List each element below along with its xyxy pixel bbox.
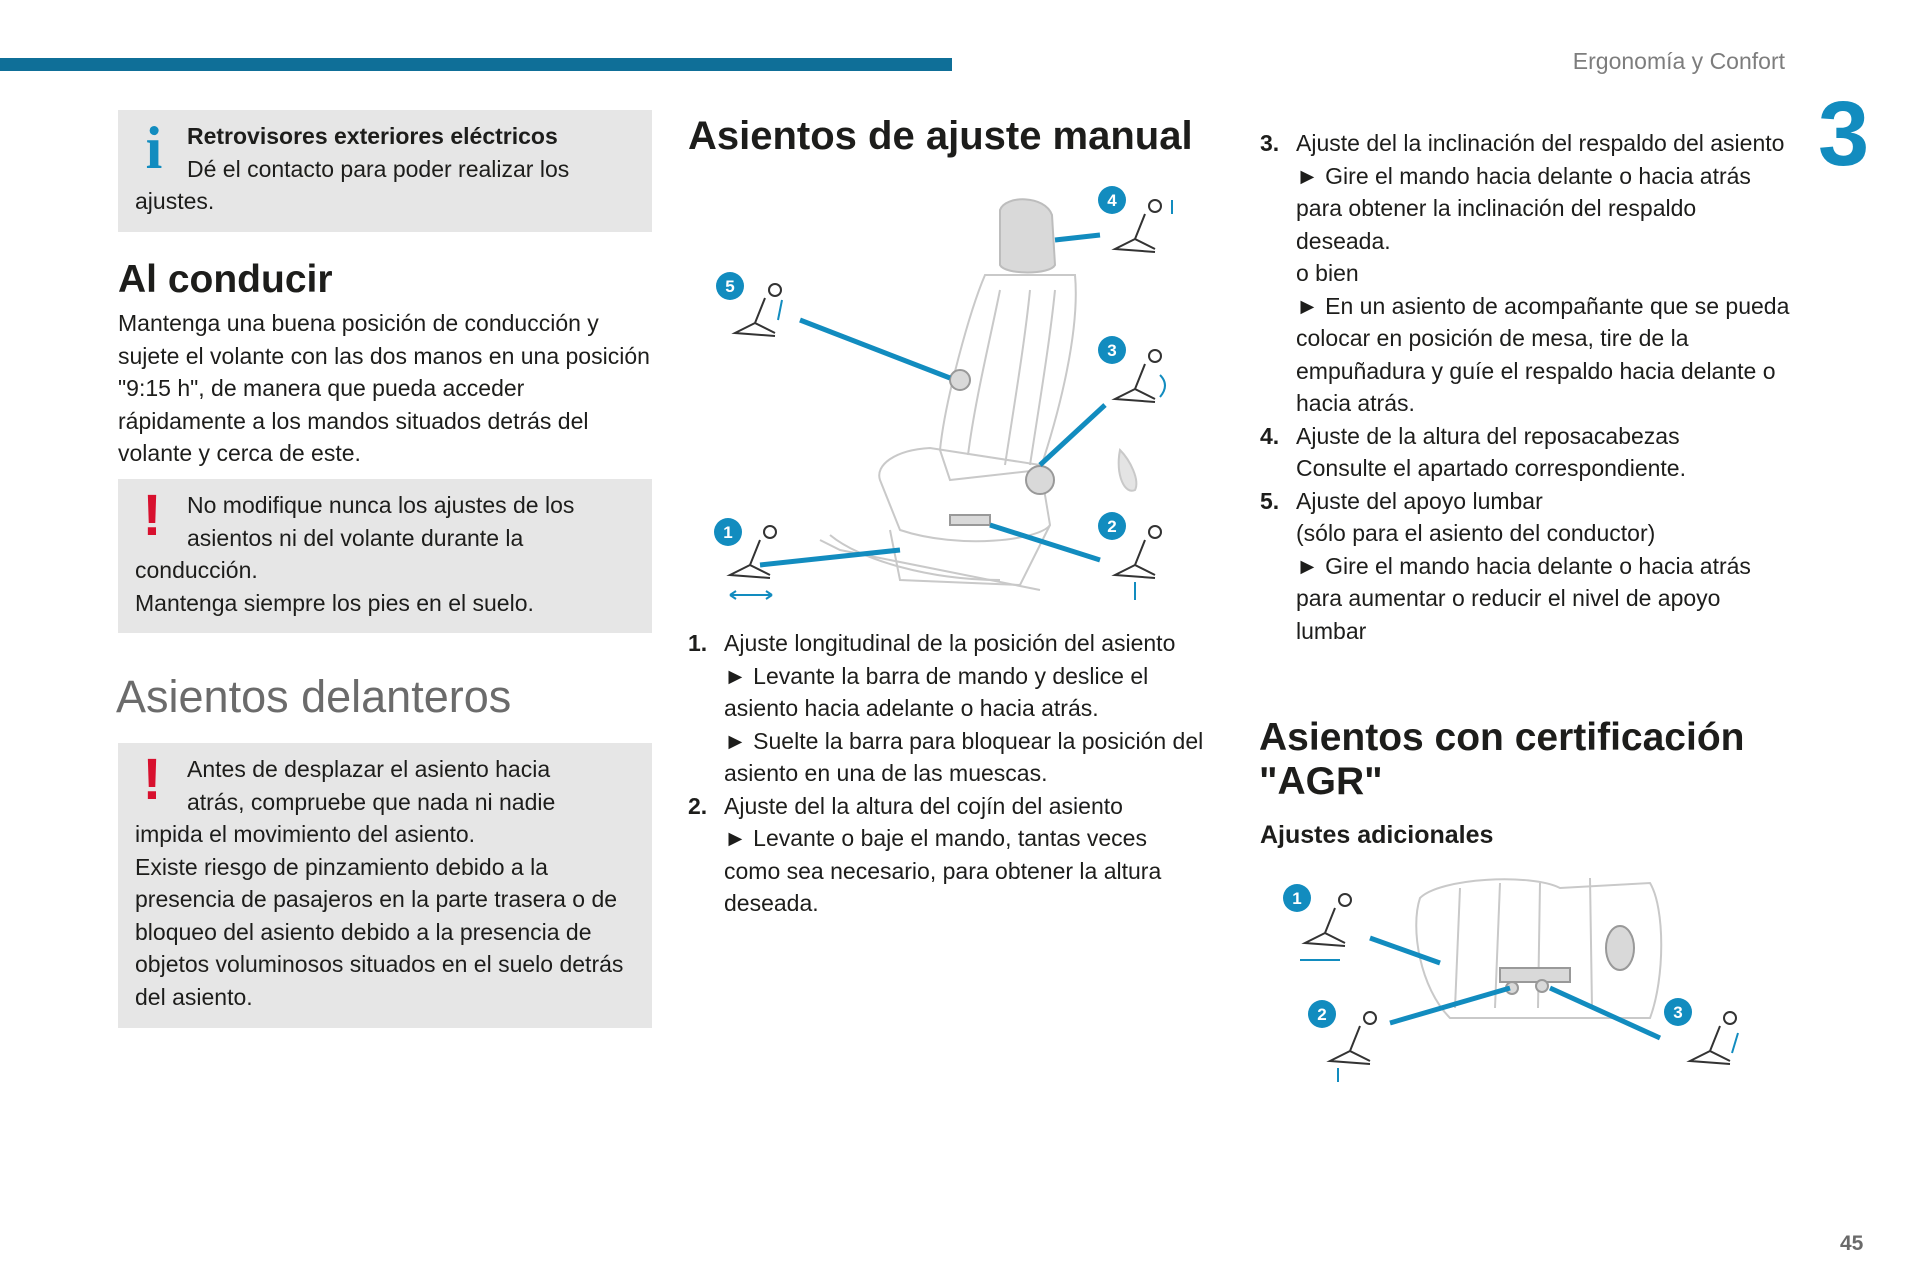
step-line: ► Suelte la barra para bloquear la posición del asiento en una de las muescas.	[724, 727, 1204, 786]
warning-box-driving	[118, 479, 652, 633]
callout-badge	[1308, 1000, 1336, 1028]
agr-heading	[1259, 716, 1744, 804]
section-title: Ergonomía y Confort	[1572, 48, 1785, 74]
callout-label: 2	[1107, 517, 1117, 536]
page-number: 45	[1840, 1232, 1864, 1255]
warning-icon: !	[142, 747, 162, 812]
step-item	[688, 790, 1208, 920]
pictogram-agr-2	[1330, 1012, 1376, 1082]
warning-line: asientos ni del volante durante la	[187, 524, 524, 551]
pictogram-agr-3	[1690, 1012, 1738, 1064]
step-line: ► En un asiento de acompañante que se pueda colocar en posición de mesa, tire de la empuñadura y guíe el respaldo hacia delante o hacia atrás.	[1296, 292, 1790, 416]
warning-icon: !	[142, 483, 162, 548]
seat-illustration	[820, 199, 1136, 590]
step-line: ► Levante la barra de mando y deslice el asiento hacia adelante o hacia atrás.	[724, 662, 1149, 721]
agr-heading-line: Asientos con certificación	[1259, 716, 1745, 759]
step-title: Ajuste del apoyo lumbar	[1296, 487, 1543, 514]
step-title: Ajuste de la altura del reposacabezas	[1296, 422, 1680, 449]
callout-label: 1	[723, 523, 733, 542]
warning-line: conducción.	[135, 557, 258, 583]
agr-seat-diagram	[1270, 868, 1770, 1088]
info-box-title: Retrovisores exteriores eléctricos	[187, 123, 558, 149]
callout-lines	[760, 235, 1105, 565]
step-title: Ajuste longitudinal de la posición del asiento	[724, 630, 1176, 656]
warning-line: Antes de desplazar el asiento hacia	[187, 756, 551, 782]
pictogram-height	[1115, 526, 1161, 600]
step-item	[1260, 485, 1790, 648]
callout-label: 5	[725, 277, 735, 296]
front-seats-heading: Asientos delanteros	[116, 671, 512, 722]
manual-steps-list-continued	[1260, 127, 1790, 647]
header-accent-bar	[0, 58, 952, 71]
step-title: Ajuste del la inclinación del respaldo del asiento	[1296, 130, 1785, 156]
callout-badge	[1098, 186, 1126, 214]
step-line: o bien	[1296, 260, 1359, 286]
additional-settings-subheading: Ajustes adicionales	[1260, 821, 1494, 849]
step-number: 4.	[1260, 422, 1280, 449]
callout-label: 3	[1107, 341, 1117, 360]
info-box-mirrors	[118, 110, 652, 232]
warning-paragraph: Existe riesgo de pinzamiento debido a la presencia de pasajeros en la parte trasera o de bloqueo del asiento debido a la presencia de objetos voluminosos situados en el suelo detrás del asiento.	[135, 853, 624, 1010]
callout-badge	[716, 272, 744, 300]
driving-heading: Al conducir	[118, 258, 333, 301]
callout-label: 4	[1107, 191, 1117, 210]
manual-seats-heading: Asientos de ajuste manual	[688, 114, 1193, 158]
step-item	[1260, 420, 1790, 485]
info-box-line: ajustes.	[135, 188, 215, 214]
warning-box-seats	[118, 743, 652, 1028]
warning-line: Mantenga siempre los pies en el suelo.	[135, 589, 534, 616]
info-icon: i	[145, 115, 163, 181]
step-item	[688, 627, 1208, 790]
step-line: ► Gire el mando hacia delante o hacia atrás para obtener la inclinación del respaldo deseada.	[1296, 162, 1751, 254]
manual-steps-list	[688, 627, 1208, 920]
step-line: ► Gire el mando hacia delante o hacia atrás para aumentar o reducir el nivel de apoyo lumbar	[1296, 552, 1751, 644]
step-number: 3.	[1260, 130, 1280, 156]
warning-line: impida el movimiento del asiento.	[135, 821, 476, 847]
callout-badge	[714, 518, 742, 546]
step-item	[1260, 127, 1790, 420]
callout-badge	[1098, 336, 1126, 364]
callout-label: 3	[1673, 1003, 1683, 1022]
seat-illustration	[1416, 878, 1661, 1018]
chapter-number: 3	[1818, 83, 1870, 185]
callout-badge	[1664, 998, 1692, 1026]
callout-badge	[1098, 512, 1126, 540]
agr-heading-line: "AGR"	[1259, 760, 1383, 803]
step-number: 5.	[1260, 487, 1280, 514]
manual-seat-diagram	[700, 180, 1200, 620]
callout-badge	[1283, 884, 1311, 912]
step-number: 1.	[688, 630, 708, 656]
step-title: Ajuste del la altura del cojín del asiento	[724, 792, 1123, 819]
info-box-line: Dé el contacto para poder realizar los	[187, 155, 570, 182]
callout-label: 2	[1317, 1005, 1327, 1024]
warning-line: atrás, compruebe que nada ni nadie	[187, 788, 556, 815]
step-line: (sólo para el asiento del conductor)	[1296, 520, 1656, 546]
step-line: Consulte el apartado correspondiente.	[1296, 455, 1686, 481]
driving-paragraph: Mantenga una buena posición de conducción y sujete el volante con las dos manos en una posición "9:15 h", de manera que pueda acceder rápidamente a los mandos situados detrás del volante y cerca de este.	[118, 310, 650, 466]
step-line: ► Levante o baje el mando, tantas veces como sea necesario, para obtener la altura deseada.	[724, 825, 1162, 916]
warning-line: No modifique nunca los ajustes de los	[187, 492, 575, 518]
step-number: 2.	[688, 792, 708, 819]
callout-label: 1	[1292, 889, 1302, 908]
